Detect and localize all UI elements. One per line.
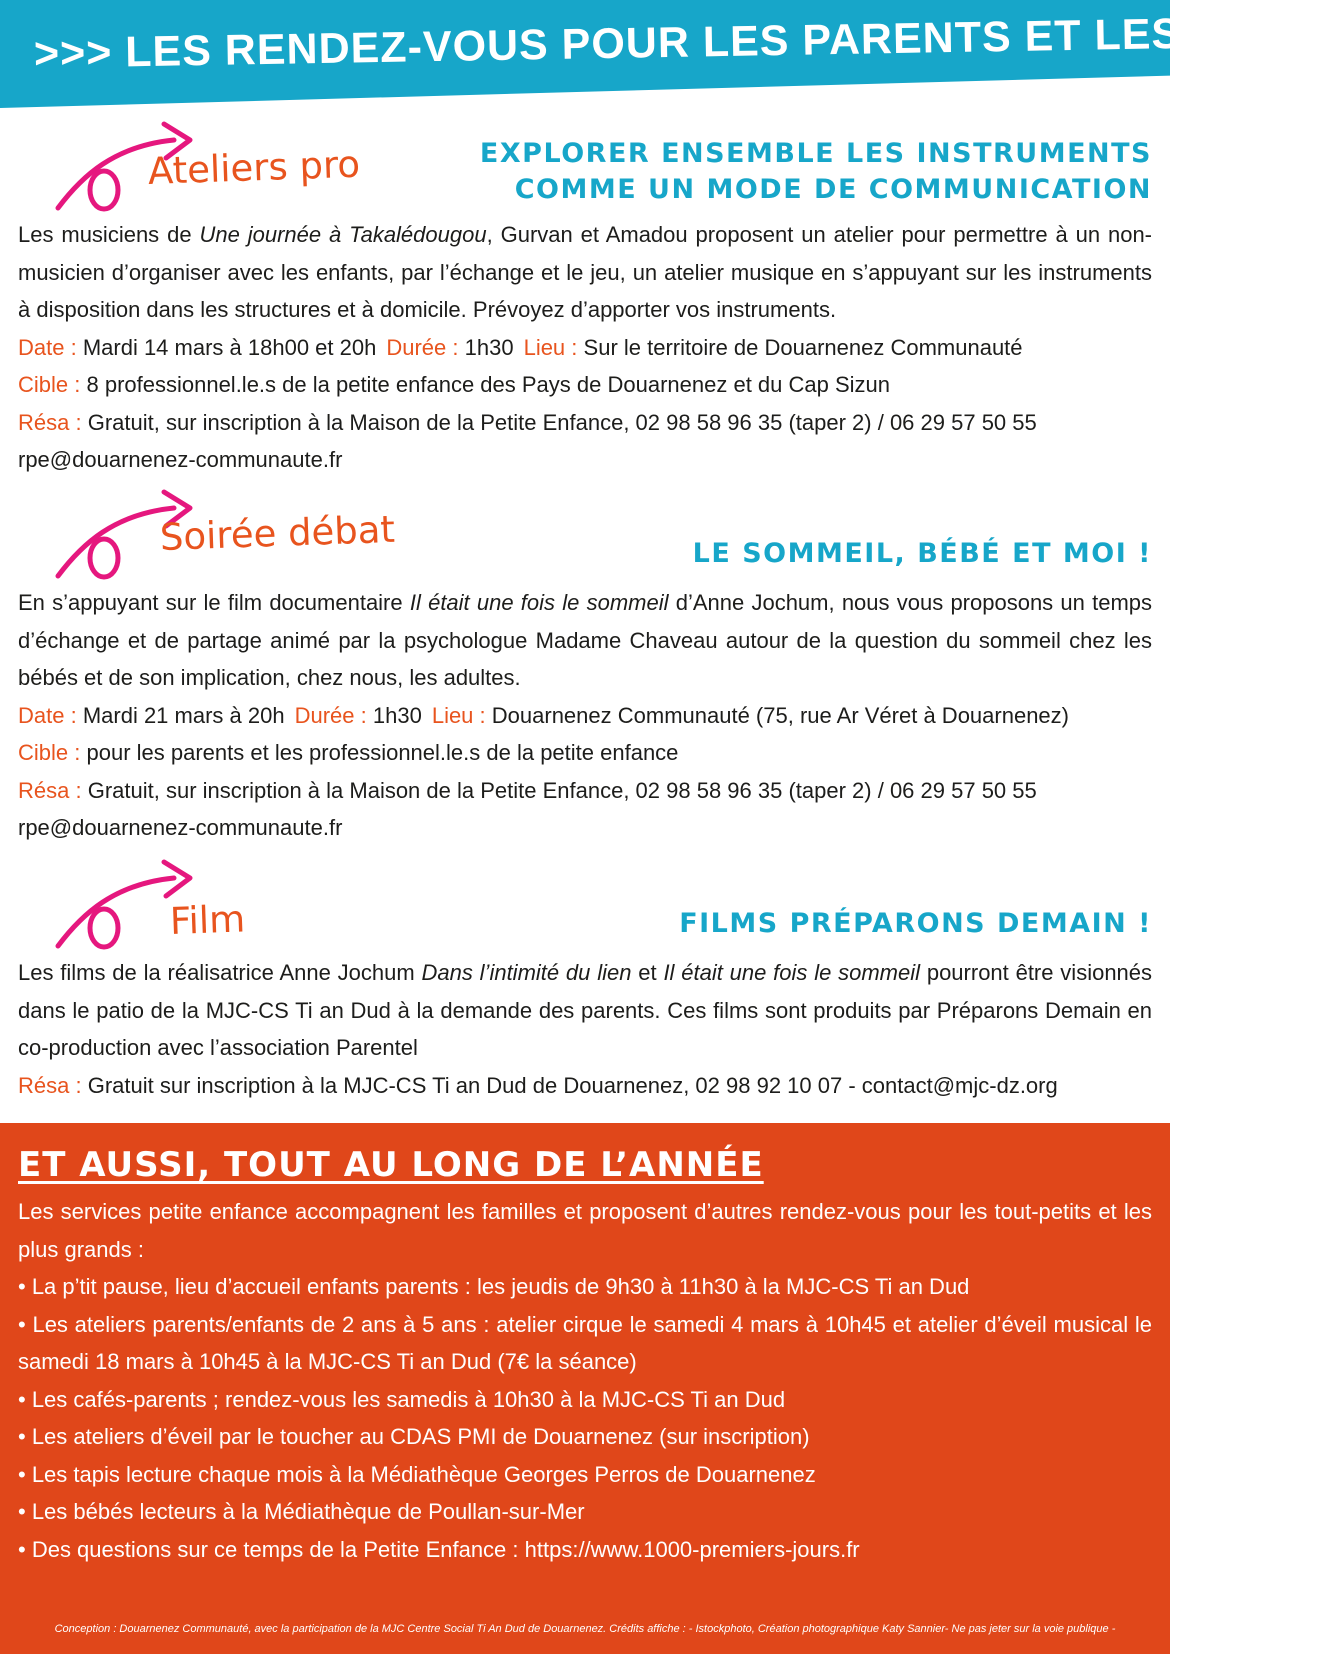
info-label: Cible : xyxy=(18,740,81,765)
work-title: Il était une fois le sommeil xyxy=(663,960,921,985)
section-label: Film xyxy=(169,897,246,943)
section-tagline xyxy=(679,906,1152,942)
panel-intro: Les services petite enfance accompagnent les familles et proposent d’autres rendez-vous pour les tout-petits et les plus grands : xyxy=(18,1199,1152,1262)
info-value: pour les parents et les professionnel.le.s de la petite enfance xyxy=(86,740,679,765)
section-soiree-debat xyxy=(0,486,1170,847)
info-label: Lieu : xyxy=(523,334,578,360)
info-value: Gratuit sur inscription à la MJC-CS Ti an Dud de Douarnenez, 02 98 92 10 07 - contact@mjc-dz.org xyxy=(87,1072,1058,1098)
section-description xyxy=(18,584,1152,697)
work-title: Il était une fois le sommeil xyxy=(409,590,669,615)
description-text: Les musiciens de xyxy=(18,222,200,247)
section-header xyxy=(0,856,1170,954)
info-date-line xyxy=(18,697,1152,735)
description-text: pourront être visionnés dans le patio de la MJC-CS Ti an Dud à la demande des parents. Ces films sont produits par Préparons Demain en co-production avec l’association Parentel xyxy=(18,960,1153,1060)
section-body xyxy=(18,584,1152,847)
panel-title: ET AUSSI, TOUT AU LONG DE L’ANNÉE xyxy=(18,1145,764,1185)
section-tagline xyxy=(480,136,1152,208)
email-link[interactable]: rpe@douarnenez-communaute.fr xyxy=(18,815,343,840)
list-item: • Les ateliers d’éveil par le toucher au CDAS PMI de Douarnenez (sur inscription) xyxy=(18,1424,810,1449)
info-value: 1h30 xyxy=(372,702,422,728)
description-text: et xyxy=(631,960,664,985)
info-value: Gratuit, sur inscription à la Maison de la Petite Enfance, 02 98 58 96 35 (taper 2) / 06 29 57 50 55 xyxy=(87,777,1037,803)
info-date-line xyxy=(18,329,1152,367)
info-label: Résa : xyxy=(18,409,82,435)
info-resa-line xyxy=(18,404,1152,442)
section-label: Ateliers pro xyxy=(147,142,361,193)
description-text: En s’appuyant sur le film documentaire xyxy=(18,590,410,615)
credits-footer: Conception : Douarnenez Communauté, avec la participation de la MJC Centre Social Ti An Dud de Douarnenez. Crédits affiche : - Istockphoto, Création photographique Katy Sannier- Ne pas jeter sur la voie publique - xyxy=(54,1623,1116,1635)
info-label: Date : xyxy=(18,702,77,728)
info-label: Résa : xyxy=(18,777,82,803)
section-description xyxy=(18,216,1152,329)
info-resa-line xyxy=(18,772,1152,810)
tagline-line: COMME UN MODE DE COMMUNICATION xyxy=(514,174,1152,205)
tagline-line: FILMS PRÉPARONS DEMAIN ! xyxy=(679,908,1152,939)
section-header xyxy=(0,486,1170,584)
info-label: Cible : xyxy=(18,372,81,397)
info-value: Mardi 14 mars à 18h00 et 20h xyxy=(82,334,377,360)
info-cible-line xyxy=(18,366,1152,404)
info-value: Gratuit, sur inscription à la Maison de la Petite Enfance, 02 98 58 96 35 (taper 2) / 06 29 57 50 55 xyxy=(87,409,1037,435)
description-text: Les films de la réalisatrice Anne Jochum xyxy=(18,960,422,985)
section-ateliers-pro xyxy=(0,118,1170,479)
info-value: Sur le territoire de Douarnenez Communauté xyxy=(583,334,1023,360)
work-title: Une journée à Takalédougou xyxy=(199,222,487,247)
info-label: Durée : xyxy=(386,334,459,360)
activity-list xyxy=(18,1268,1152,1568)
list-item: • Les tapis lecture chaque mois à la Médiathèque Georges Perros de Douarnenez xyxy=(18,1461,816,1487)
info-value: Douarnenez Communauté (75, rue Ar Véret à Douarnenez) xyxy=(491,702,1069,728)
section-label: Soirée débat xyxy=(159,507,396,559)
section-description xyxy=(18,954,1152,1067)
tagline-line: LE SOMMEIL, BÉBÉ ET MOI ! xyxy=(692,538,1152,569)
section-tagline xyxy=(693,536,1152,572)
section-body xyxy=(18,216,1152,479)
section-film xyxy=(0,856,1170,1104)
info-value: Mardi 21 mars à 20h xyxy=(82,702,285,728)
info-resa-line xyxy=(18,1067,1152,1105)
panel-body xyxy=(18,1193,1152,1568)
list-item: • Les ateliers parents/enfants de 2 ans à 5 ans : atelier cirque le samedi 4 mars à 10h45 et atelier d’éveil musical le samedi 18 mars à 10h45 à la MJC-CS Ti an Dud (7€ la séance) xyxy=(18,1311,1152,1374)
section-header xyxy=(0,118,1170,216)
info-value: 1h30 xyxy=(464,334,514,360)
info-cible-line xyxy=(18,734,1152,772)
list-item: • La p’tit pause, lieu d’accueil enfants parents : les jeudis de 9h30 à 11h30 à la MJC-CS Ti an Dud xyxy=(18,1274,970,1299)
list-item[interactable]: • Des questions sur ce temps de la Petite Enfance : https://www.1000-premiers-jours.fr xyxy=(18,1536,860,1562)
list-item: • Les cafés-parents ; rendez-vous les samedis à 10h30 à la MJC-CS Ti an Dud xyxy=(18,1386,786,1412)
tagline-line: EXPLORER ENSEMBLE LES INSTRUMENTS xyxy=(479,138,1152,169)
info-label: Résa : xyxy=(18,1072,82,1098)
work-title: Dans l’intimité du lien xyxy=(421,960,632,985)
email-link[interactable]: rpe@douarnenez-communaute.fr xyxy=(18,447,343,472)
year-round-panel xyxy=(0,1123,1170,1654)
section-body xyxy=(18,954,1152,1104)
description-text: , Gurvan et Amadou proposent un atelier pour permettre à un non-musicien d’organiser avec les enfants, par l’échange et le jeu, un atelier musique en s’appuyant sur les instruments à disposition dans les structures et à domicile. Prévoyez d’apporter vos instruments. xyxy=(18,222,1153,322)
info-label: Durée : xyxy=(294,702,367,728)
info-value: 8 professionnel.le.s de la petite enfance des Pays de Douarnenez et du Cap Sizun xyxy=(86,372,891,397)
page-title: >>> LES RENDEZ-VOUS POUR LES PARENTS ET LES PROS xyxy=(33,7,1320,78)
info-label: Date : xyxy=(18,334,77,360)
info-label: Lieu : xyxy=(431,702,486,728)
list-item: • Les bébés lecteurs à la Médiathèque de Poullan-sur-Mer xyxy=(18,1499,585,1524)
description-text: d’Anne Jochum, nous vous proposons un temps d’échange et de partage animé par la psychologue Madame Chaveau autour de la question du sommeil chez les bébés et de son implication, chez nous, les adultes. xyxy=(18,590,1153,690)
